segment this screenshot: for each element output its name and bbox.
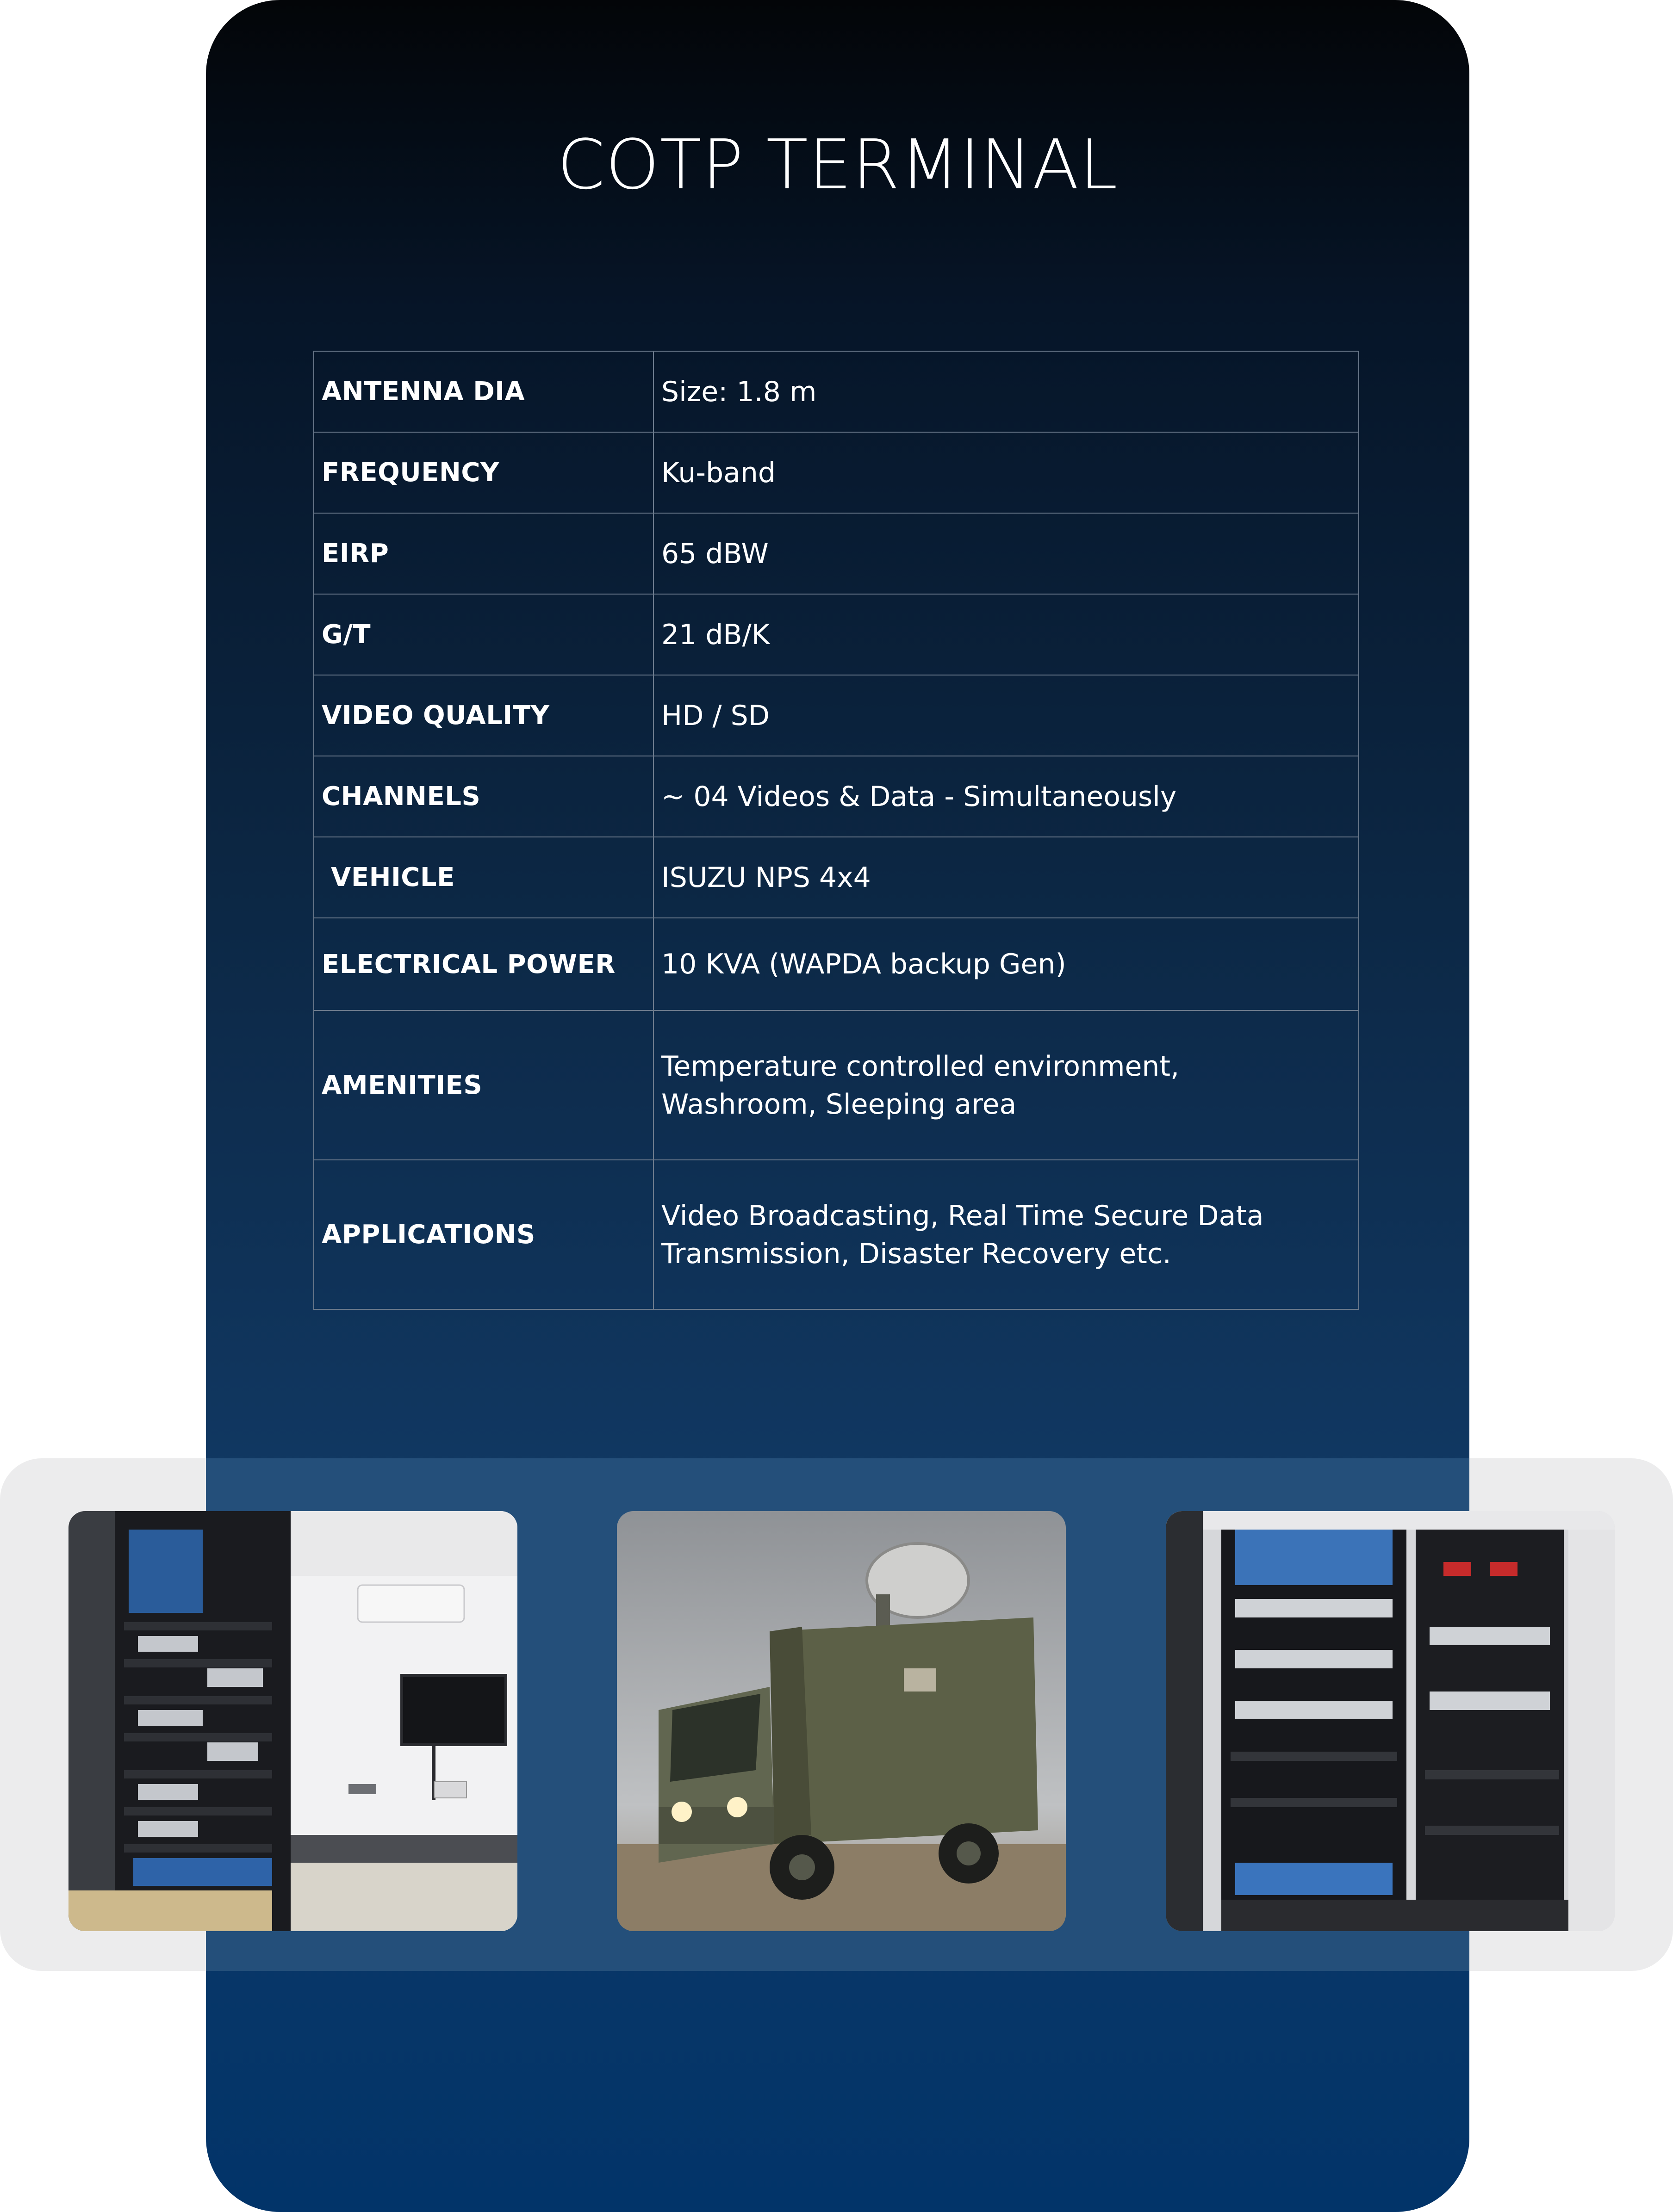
satellite-truck-photo	[617, 1511, 1066, 1931]
table-row	[314, 918, 1359, 1010]
spec-value	[653, 513, 1359, 594]
spec-label: ANTENNA DIA	[314, 351, 653, 432]
spec-value	[653, 1010, 1359, 1160]
spec-label: G/T	[314, 594, 653, 675]
spec-label: EIRP	[314, 513, 653, 594]
spec-value-line: 10 KVA (WAPDA backup Gen)	[661, 948, 1066, 980]
spec-value-line: Washroom, Sleeping area	[661, 1088, 1017, 1121]
spec-value-line: Ku-band	[661, 456, 776, 489]
table-row	[314, 351, 1359, 432]
equipment-rack-closeup-photo	[1166, 1511, 1615, 1931]
spec-label: FREQUENCY	[314, 432, 653, 513]
equipment-rack-interior-photo	[68, 1511, 517, 1931]
spec-value-line: Video Broadcasting, Real Time Secure Data	[661, 1199, 1264, 1232]
spec-value-line: HD / SD	[661, 699, 770, 732]
spec-label: VIDEO QUALITY	[314, 675, 653, 756]
equipment-rack-interior-icon	[68, 1511, 517, 1931]
spec-value	[653, 918, 1359, 1010]
spec-label: APPLICATIONS	[314, 1160, 653, 1309]
spec-value	[653, 432, 1359, 513]
table-row	[314, 1160, 1359, 1309]
spec-label: ELECTRICAL POWER	[314, 918, 653, 1010]
spec-value	[653, 756, 1359, 837]
table-row	[314, 513, 1359, 594]
spec-value-line: 65 dBW	[661, 537, 769, 570]
table-row	[314, 432, 1359, 513]
spec-label: AMENITIES	[314, 1010, 653, 1160]
spec-value	[653, 837, 1359, 918]
spec-value-line: ~ 04 Videos & Data - Simultaneously	[661, 780, 1177, 813]
satellite-truck-icon	[617, 1511, 1066, 1931]
spec-label: CHANNELS	[314, 756, 653, 837]
spec-value-line: ISUZU NPS 4x4	[661, 861, 871, 894]
spec-value	[653, 1160, 1359, 1309]
spec-value	[653, 594, 1359, 675]
spec-value-line: 21 dB/K	[661, 618, 770, 651]
spec-value-line: Transmission, Disaster Recovery etc.	[661, 1237, 1171, 1270]
table-row	[314, 675, 1359, 756]
table-row	[314, 837, 1359, 918]
table-row	[314, 1010, 1359, 1160]
spec-value-line: Size: 1.8 m	[661, 375, 817, 408]
page-title: COTP TERMINAL	[557, 125, 1119, 204]
spec-table	[313, 351, 1359, 1310]
table-row	[314, 594, 1359, 675]
spec-label: VEHICLE	[314, 837, 653, 918]
spec-value-line: Temperature controlled environment,	[661, 1050, 1180, 1083]
equipment-rack-closeup-icon	[1166, 1511, 1615, 1931]
spec-value	[653, 675, 1359, 756]
table-row	[314, 756, 1359, 837]
spec-value	[653, 351, 1359, 432]
